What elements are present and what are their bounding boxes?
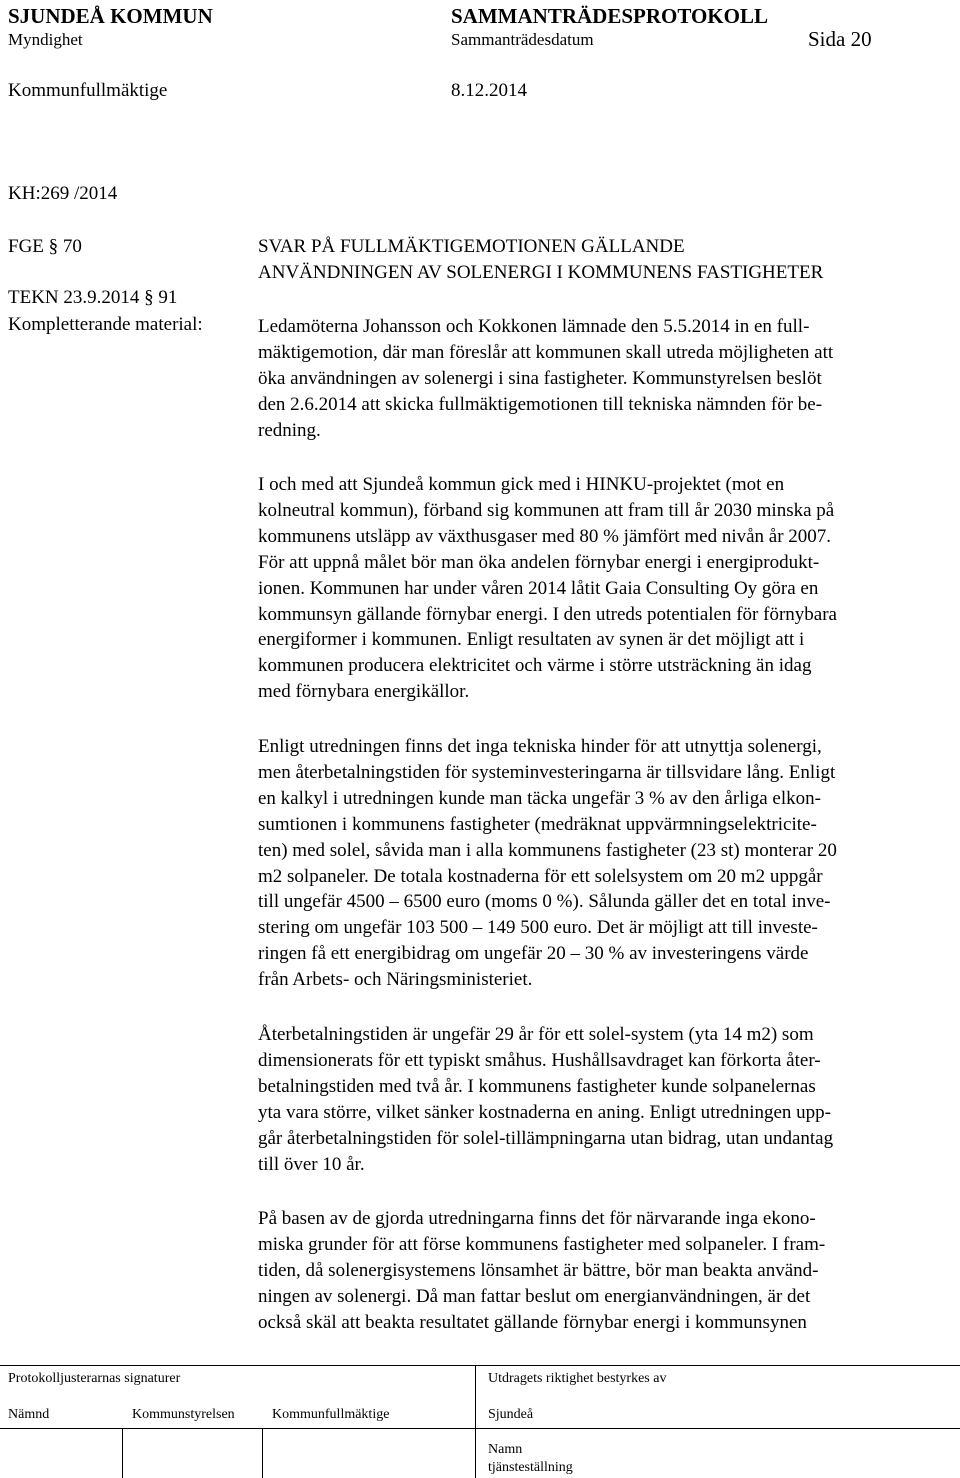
fge-reference: FGE § 70 (8, 236, 82, 257)
text-line: till ungefär 4500 – 6500 euro (moms 0 %). Sålunda gäller det en total inve- (258, 891, 831, 913)
text-line: Ledamöterna Johansson och Kokkonen lämnade den 5.5.2014 in en full- (258, 316, 810, 337)
case-title-line-2: ANVÄNDNINGEN AV SOLENERGI I KOMMUNENS FASTIGHETER (258, 262, 824, 283)
text-line: m2 solpaneler. De totala kostnaderna för ett solelsystem om 20 m2 uppgår (258, 865, 823, 887)
page-number: Sida 20 (808, 27, 872, 51)
text-line: kommunsyn gällande förnybar energi. I den utreds potentialen för förnybara (258, 603, 837, 625)
footer-middle-rule (0, 1428, 960, 1429)
text-line: men återbetalningstiden för systeminvesteringarna är tillsvidare lång. Enligt (258, 761, 836, 783)
certification-place: Sjundeå (488, 1407, 534, 1422)
text-line: redning. (258, 419, 321, 441)
document-type: SAMMANTRÄDESPROTOKOLL (451, 4, 768, 28)
text-line: till över 10 år. (258, 1153, 365, 1175)
paragraph-motion (258, 314, 948, 444)
footer-divider (262, 1428, 263, 1478)
text-line: yta vara större, vilket sänker kostnaderna en aning. Enligt utredningen upp- (258, 1101, 831, 1123)
text-line: ionen. Kommunen har under våren 2014 låtit Gaia Consulting Oy göra en (258, 577, 819, 599)
meeting-date-label: Sammanträdesdatum (451, 30, 594, 49)
paragraph-payback (258, 1022, 948, 1177)
paragraph-investigation (258, 734, 948, 993)
text-line: från Arbets- och Näringsministeriet. (258, 969, 533, 991)
text-line: stering om ungefär 103 500 – 149 500 euro. Det är möjligt att till investe- (258, 917, 818, 939)
tekn-reference: TEKN 23.9.2014 § 91 (8, 287, 178, 308)
text-line: sumtionen i kommunens fastigheter (medräknat uppvärmningselektricite- (258, 813, 817, 835)
footer-divider (122, 1428, 123, 1478)
text-line: ringen få ett energibidrag om ungefär 20 – 30 % av investeringens värde (258, 943, 809, 965)
text-line: den 2.6.2014 att skicka fullmäktigemotionen till tekniska nämnden för be- (258, 393, 823, 415)
text-line: energiformer i kommunen. Enligt resultaten av synen är det möjligt att i (258, 629, 805, 651)
text-line: mäktigemotion, där man föreslår att kommunen skall utreda möjligheten att (258, 341, 834, 363)
text-line: tiden, då solenergisystemens lönsamhet är bättre, bör man beakta använd- (258, 1259, 819, 1281)
signature-col-namnd: Nämnd (8, 1407, 50, 1422)
signature-col-kommunstyrelsen: Kommunstyrelsen (132, 1407, 235, 1422)
footer-divider (475, 1365, 476, 1478)
certification-label: Utdragets riktighet bestyrkes av (488, 1371, 667, 1386)
municipality-name: SJUNDEÅ KOMMUN (8, 4, 213, 28)
authority-label: Myndighet (8, 30, 83, 49)
text-line: går återbetalningstiden för solel-tillämpningarna utan bidrag, utan undantag (258, 1127, 834, 1149)
authority-name: Kommunfullmäktige (8, 80, 168, 101)
text-line: också skäl att beakta resultatet gällande förnybar energi i kommunsynen (258, 1311, 807, 1333)
signature-col-kommunfullmaktige: Kommunfullmäktige (272, 1407, 390, 1422)
case-title-line-1: SVAR PÅ FULLMÄKTIGEMOTIONEN GÄLLANDE (258, 236, 685, 257)
text-line: öka användningen av solenergi i sina fastigheter. Kommunstyrelsen beslöt (258, 367, 822, 389)
paragraph-hinku (258, 472, 948, 705)
meeting-date: 8.12.2014 (451, 80, 527, 101)
text-line: ningen av solenergi. Då man fattar beslut om energianvändningen, är det (258, 1285, 811, 1307)
text-line: betalningstiden med två år. I kommunens fastigheter kunde solpanelernas (258, 1075, 816, 1097)
footer-top-rule (0, 1365, 960, 1366)
text-line: På basen av de gjorda utredningarna finns det för närvarande inga ekono- (258, 1208, 816, 1229)
text-line: en kalkyl i utredningen kunde man täcka ungefär 3 % av den årliga elkon- (258, 787, 821, 809)
text-line: kommunen producera elektricitet och värme i större utsträckning än idag (258, 655, 812, 677)
certifier-name-label: Namn (488, 1442, 523, 1457)
text-line: För att uppnå målet bör man öka andelen förnybar energi i energiprodukt- (258, 551, 820, 573)
kh-reference: KH:269 /2014 (8, 183, 118, 204)
signatures-label: Protokolljusterarnas signaturer (8, 1371, 181, 1386)
text-line: Återbetalningstiden är ungefär 29 år för ett solel-system (yta 14 m2) som (258, 1024, 814, 1045)
text-line: kolneutral kommun), förband sig kommunen att fram till år 2030 minska på (258, 499, 835, 521)
text-line: med förnybara energikällor. (258, 681, 470, 703)
text-line: miska grunder för att förse kommunens fastigheter med solpaneler. I fram- (258, 1233, 826, 1255)
supplement-label: Kompletterande material: (8, 314, 203, 335)
paragraph-conclusion (258, 1206, 948, 1336)
certifier-title-label: tjänsteställning (488, 1460, 573, 1475)
text-line: kommunens utsläpp av växthusgaser med 80 % jämfört med nivån år 2007. (258, 525, 832, 547)
text-line: ten) med solel, såvida man i alla kommunens fastigheter (23 st) monterar 20 (258, 839, 837, 861)
text-line: I och med att Sjundeå kommun gick med i HINKU-projektet (mot en (258, 474, 785, 495)
text-line: dimensionerats för ett typiskt småhus. Hushållsavdraget kan förkorta åter- (258, 1049, 821, 1071)
text-line: Enligt utredningen finns det inga tekniska hinder för att utnyttja solenergi, (258, 736, 822, 757)
